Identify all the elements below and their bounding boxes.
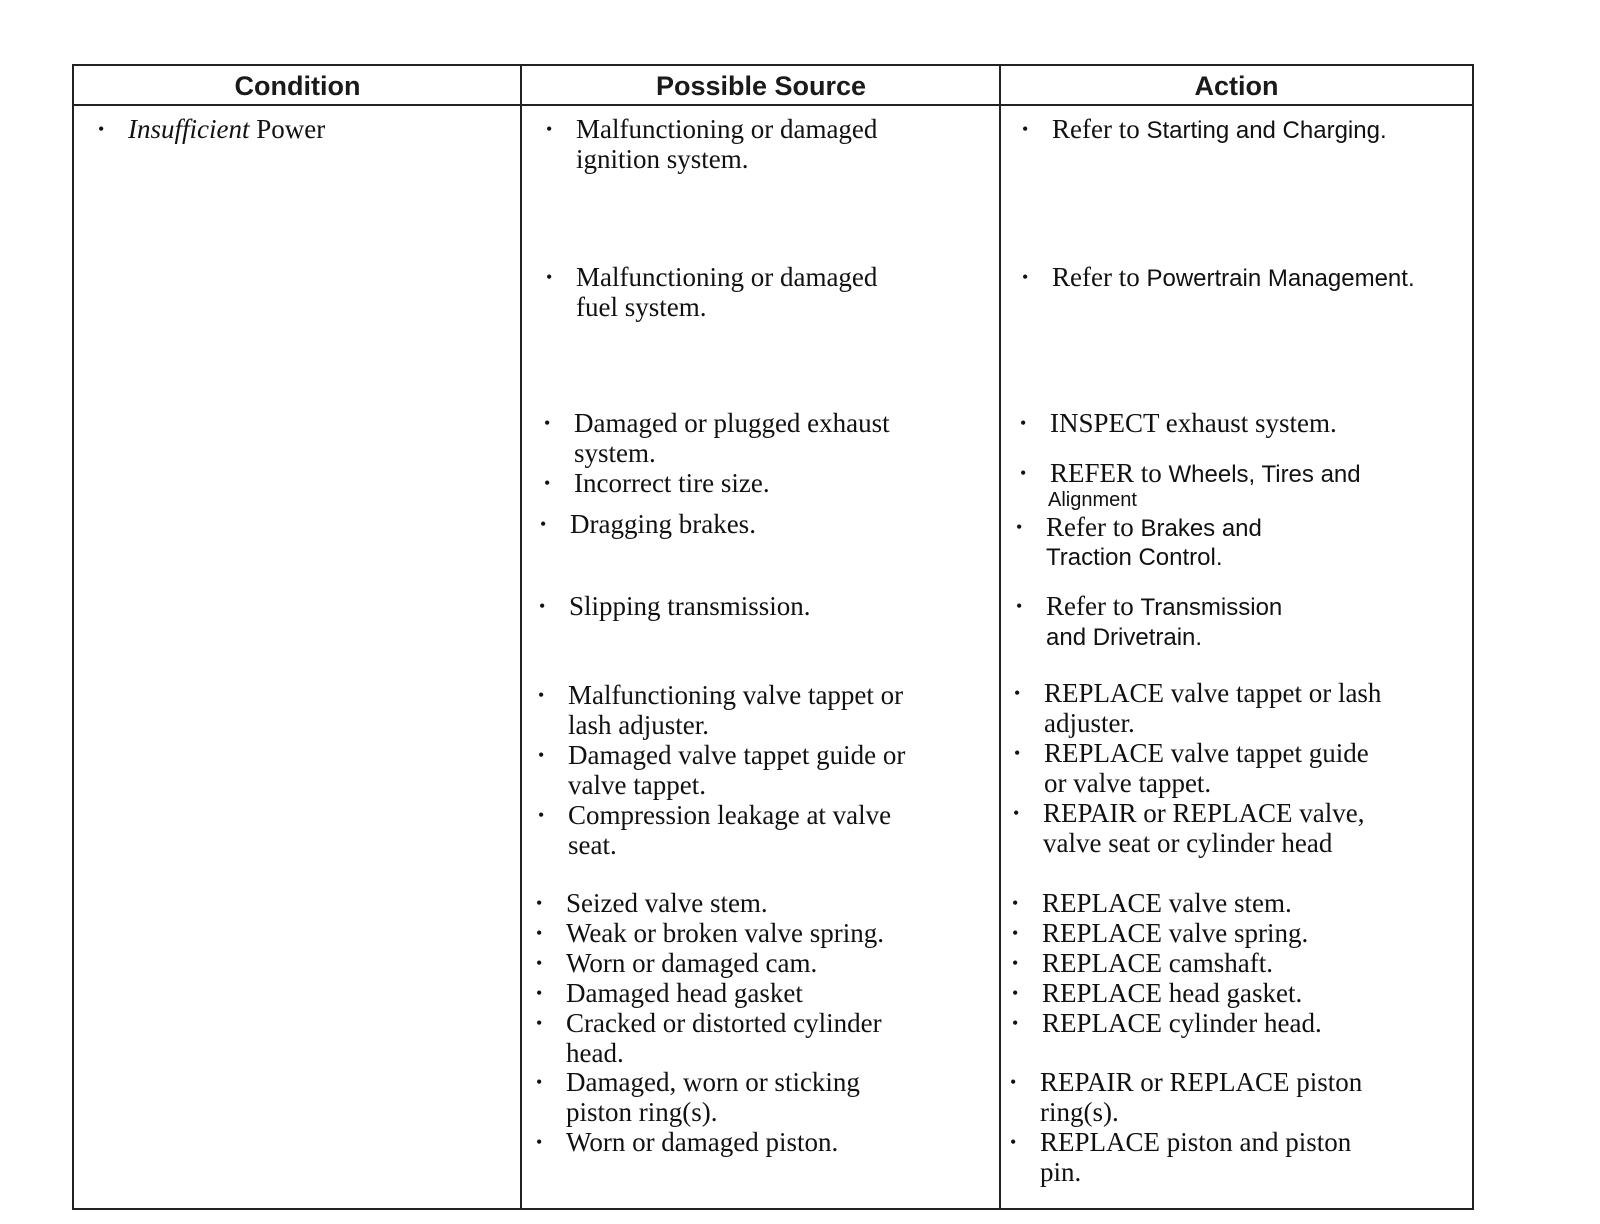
source-line: Malfunctioning or damaged: [576, 114, 878, 144]
action-item: [1022, 114, 1387, 146]
action-reference: and Drivetrain.: [1046, 624, 1203, 651]
bullet-icon: •: [538, 805, 545, 825]
source-line: Seized valve stem.: [566, 888, 768, 918]
source-line: fuel system.: [576, 292, 707, 322]
source-item: [544, 468, 770, 498]
source-line: Worn or damaged cam.: [566, 948, 818, 978]
source-line: Damaged valve tappet guide or: [568, 740, 906, 770]
action-item: [1014, 678, 1382, 738]
source-item: [546, 262, 878, 322]
action-item: [1012, 948, 1273, 978]
condition-item: [98, 114, 326, 144]
header-possible-source: Possible Source: [655, 71, 867, 101]
action-line: or valve tappet.: [1044, 768, 1212, 798]
bullet-icon: •: [538, 745, 545, 765]
action-refer-text: Refer to: [1052, 262, 1140, 292]
source-line: system.: [574, 438, 656, 468]
action-line: ring(s).: [1040, 1097, 1119, 1127]
source-line: Damaged head gasket: [566, 978, 803, 1008]
bullet-icon: •: [1012, 893, 1019, 913]
bullet-icon: •: [1012, 923, 1019, 943]
source-item: [538, 680, 904, 740]
source-item: [538, 740, 906, 800]
source-item: [538, 800, 892, 860]
action-refer-text: Refer to: [1046, 591, 1134, 621]
bullet-icon: •: [1012, 953, 1019, 973]
header-action: Action: [1194, 71, 1279, 101]
action-line: pin.: [1040, 1157, 1082, 1187]
column-divider: [999, 66, 1001, 1208]
bullet-icon: •: [1010, 1072, 1017, 1092]
bullet-icon: •: [1014, 683, 1021, 703]
bullet-icon: •: [1013, 803, 1020, 823]
action-line: REPLACE valve stem.: [1042, 888, 1292, 918]
source-line: Compression leakage at valve: [568, 800, 892, 830]
column-divider: [520, 66, 522, 1208]
condition-label-rest: Power: [249, 114, 326, 144]
source-line: Dragging brakes.: [570, 509, 756, 539]
source-item: [546, 114, 878, 174]
bullet-icon: •: [1014, 743, 1021, 763]
action-refer-text: Refer to: [1052, 114, 1140, 144]
source-line: Weak or broken valve spring.: [566, 918, 884, 948]
action-line: REPLACE valve tappet guide: [1044, 738, 1369, 768]
source-line: Malfunctioning valve tappet or: [568, 680, 904, 710]
bullet-icon: •: [546, 267, 553, 287]
bullet-icon: •: [544, 473, 551, 493]
action-line: REPLACE cylinder head.: [1042, 1008, 1322, 1038]
action-line: valve seat or cylinder head: [1043, 828, 1333, 858]
bullet-icon: •: [544, 413, 551, 433]
source-item: [536, 918, 884, 948]
action-item: [1020, 458, 1361, 511]
source-item: [536, 1008, 882, 1068]
bullet-icon: •: [1012, 983, 1019, 1003]
source-item: [536, 978, 803, 1008]
action-item: [1012, 978, 1303, 1008]
bullet-icon: •: [1016, 517, 1023, 537]
source-line: Damaged or plugged exhaust: [574, 408, 890, 438]
action-line: REPAIR or REPLACE piston: [1040, 1067, 1363, 1097]
action-line: REPLACE piston and piston: [1040, 1127, 1352, 1157]
action-line: REPLACE valve tappet or lash: [1044, 678, 1382, 708]
bullet-icon: •: [1012, 1013, 1019, 1033]
action-item: [1020, 408, 1337, 438]
bullet-icon: •: [538, 685, 545, 705]
bullet-icon: •: [539, 596, 546, 616]
action-item: [1010, 1127, 1352, 1187]
action-item: [1014, 738, 1369, 798]
action-refer-text: REFER to: [1050, 458, 1162, 488]
action-reference: Powertrain Management.: [1146, 265, 1415, 292]
source-item: [536, 1127, 839, 1157]
action-item: [1013, 798, 1365, 858]
source-line: head.: [566, 1038, 624, 1068]
source-line: Worn or damaged piston.: [566, 1127, 839, 1157]
bullet-icon: •: [536, 1072, 543, 1092]
source-item: [540, 509, 756, 539]
bullet-icon: •: [540, 514, 547, 534]
action-reference: Alignment: [1048, 489, 1137, 511]
source-line: lash adjuster.: [568, 710, 709, 740]
action-line: REPLACE valve spring.: [1042, 918, 1309, 948]
condition-label-italic: Insufficient: [128, 114, 250, 144]
table-header: [74, 66, 1472, 106]
action-line: adjuster.: [1044, 708, 1135, 738]
source-line: Damaged, worn or sticking: [566, 1067, 860, 1097]
action-line: REPLACE head gasket.: [1042, 978, 1303, 1008]
bullet-icon: •: [1022, 267, 1029, 287]
bullet-icon: •: [536, 893, 543, 913]
source-item: [536, 1067, 860, 1127]
bullet-icon: •: [536, 923, 543, 943]
action-reference: Wheels, Tires and: [1168, 461, 1361, 488]
action-item: [1012, 918, 1309, 948]
bullet-icon: •: [1010, 1132, 1017, 1152]
bullet-icon: •: [1020, 413, 1027, 433]
source-line: seat.: [568, 830, 617, 860]
bullet-icon: •: [536, 983, 543, 1003]
source-line: ignition system.: [576, 144, 749, 174]
bullet-icon: •: [98, 119, 105, 139]
source-line: valve tappet.: [568, 770, 706, 800]
source-item: [536, 948, 818, 978]
source-line: Malfunctioning or damaged: [576, 262, 878, 292]
bullet-icon: •: [536, 1013, 543, 1033]
action-item: [1016, 591, 1283, 653]
bullet-icon: •: [536, 953, 543, 973]
action-reference: Brakes and: [1140, 515, 1262, 542]
action-reference: Transmission: [1140, 594, 1283, 621]
action-line: REPAIR or REPLACE valve,: [1043, 798, 1365, 828]
source-item: [544, 408, 890, 468]
source-line: Slipping transmission.: [569, 591, 811, 621]
bullet-icon: •: [1022, 119, 1029, 139]
source-line: piston ring(s).: [566, 1097, 718, 1127]
diagnosis-table: [72, 64, 1474, 1210]
source-line: Cracked or distorted cylinder: [566, 1008, 882, 1038]
action-line: INSPECT exhaust system.: [1050, 408, 1337, 438]
action-line: REPLACE camshaft.: [1042, 948, 1273, 978]
bullet-icon: •: [546, 119, 553, 139]
header-condition: Condition: [234, 71, 361, 101]
source-item: [539, 591, 811, 621]
action-refer-text: Refer to: [1046, 512, 1134, 542]
source-item: [536, 888, 768, 918]
bullet-icon: •: [1020, 463, 1027, 483]
action-item: [1010, 1067, 1363, 1127]
action-item: [1016, 512, 1262, 572]
bullet-icon: •: [1016, 596, 1023, 616]
action-reference: Starting and Charging.: [1146, 117, 1387, 144]
source-line: Incorrect tire size.: [574, 468, 770, 498]
action-reference: Traction Control.: [1046, 544, 1223, 571]
action-item: [1022, 262, 1415, 294]
action-item: [1012, 888, 1292, 918]
bullet-icon: •: [536, 1132, 543, 1152]
action-item: [1012, 1008, 1322, 1038]
